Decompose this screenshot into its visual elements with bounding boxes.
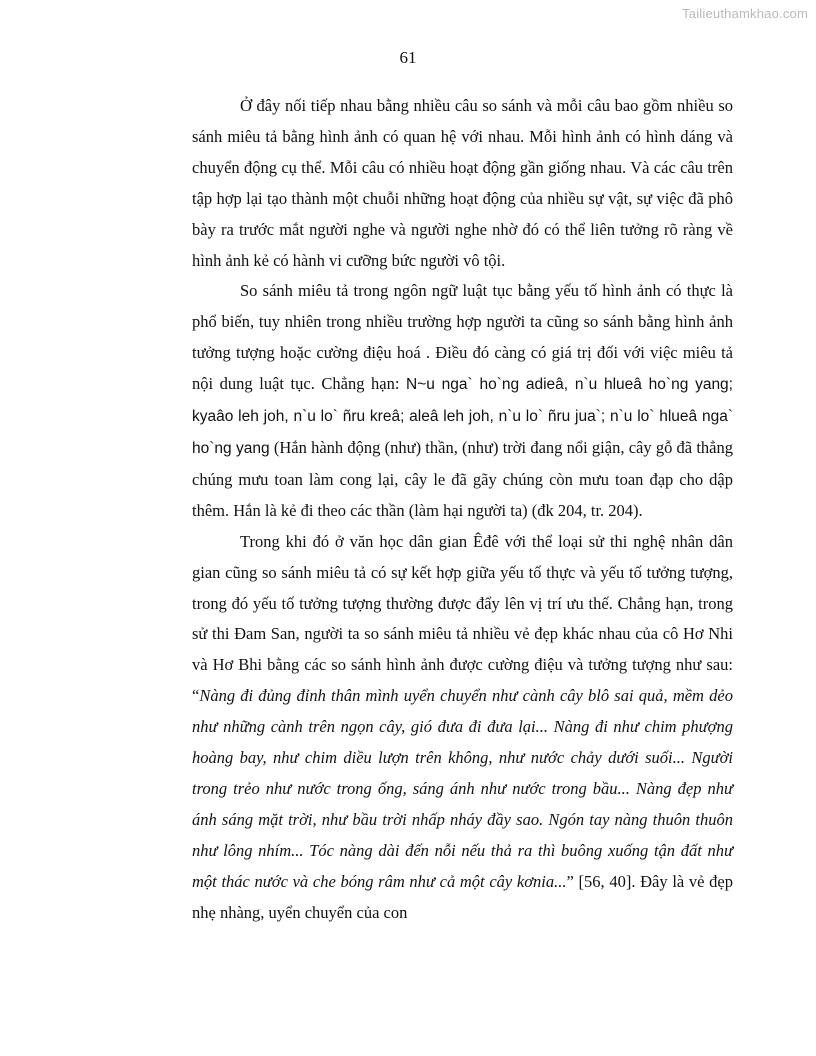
epic-quotation: Nàng đi đủng đỉnh thân mình uyển chuyển như cành cây blô sai quả, mềm dẻo như những cành trên ngọn cây, gió đưa đi đưa lại... Nàng đi như chim phượng hoàng bay, như chim diều lượn trên không, như nước chảy dưới suối... Người trong trẻo như nước trong ống, sáng ánh như nước trong bầu... Nàng đẹp như ánh sáng mặt trời, như bầu trời nhấp nháy đầy sao. Ngón tay nàng thuôn thuôn như lông nhím... Tóc nàng dài đến nỗi nếu thả ra thì buông xuống tận đất như một thác nước và che bóng râm như cả một cây kơnia... [192, 686, 733, 891]
page-number: 61 [399, 48, 417, 67]
ede-quotation: N~u nga` ho`ng adieâ, n`u hlueâ ho`ng yang; kyaâo leh joh, n`u lo` ñru kreâ; aleâ leh joh, n`u lo` ñru jua`; n`u lo` hlueâ nga` ho`ng yang [192, 376, 733, 457]
body-text [192, 91, 733, 928]
paragraph-1: Ở đây nối tiếp nhau bằng nhiều câu so sánh và mỗi câu bao gồm nhiều so sánh miêu tả bằng hình ảnh có quan hệ với nhau. Mỗi hình ảnh có hình dáng và chuyển động cụ thể. Mỗi câu có nhiều hoạt động gần giống nhau. Và các câu trên tập hợp lại tạo thành một chuỗi những hoạt động của nhiều sự vật, sự việc đã phô bày ra trước mắt người nghe và người nghe nhờ đó có thể liên tưởng rõ ràng về hình ảnh kẻ có hành vi cưỡng bức người vô tội. [192, 96, 733, 270]
paragraph-3-text-before: Trong khi đó ở văn học dân gian Êđê với thể loại sử thi nghệ nhân dân gian cũng so sánh miêu tả có sự kết hợp giữa yếu tố thực và yếu tố tưởng tượng, trong đó yếu tố tưởng tượng thường được đẩy lên vị trí ưu thế. Chẳng hạn, trong sử thi Đam San, người ta so sánh miêu tả nhiều vẻ đẹp khác nhau của cô Hơ Nhi và Hơ Bhi bằng các so sánh hình ảnh được cường điệu và tưởng tượng như sau: “ [192, 531, 733, 706]
paragraph-3 [192, 527, 733, 929]
paragraph-2-text-after: (Hắn hành động (như) thần, (như) trời đang nổi giận, cây gỗ đã thẳng chúng mưu toan làm cong lại, cây le đã gãy chúng còn mưu toan đạp cho dập thêm. Hắn là kẻ đi theo các thần (làm hại người ta) (đk 204, tr. 204). [192, 437, 733, 520]
paragraph-2-text-before: So sánh miêu tả trong ngôn ngữ luật tục bằng yếu tố hình ảnh có thực là phổ biến, tuy nhiên trong nhiều trường hợp người ta cũng so sánh bằng hình ảnh tưởng tượng hoặc cường điệu hoá . Điều đó càng có giá trị đối với việc miêu tả nội dung luật tục. Chẳng hạn: [192, 281, 733, 394]
paragraph-3-text-after: ” [56, 40]. Đây là vẻ đẹp nhẹ nhàng, uyển chuyển của con [192, 871, 733, 922]
watermark: Tailieuthamkhao.com [682, 6, 808, 21]
paragraph-2 [192, 276, 733, 526]
